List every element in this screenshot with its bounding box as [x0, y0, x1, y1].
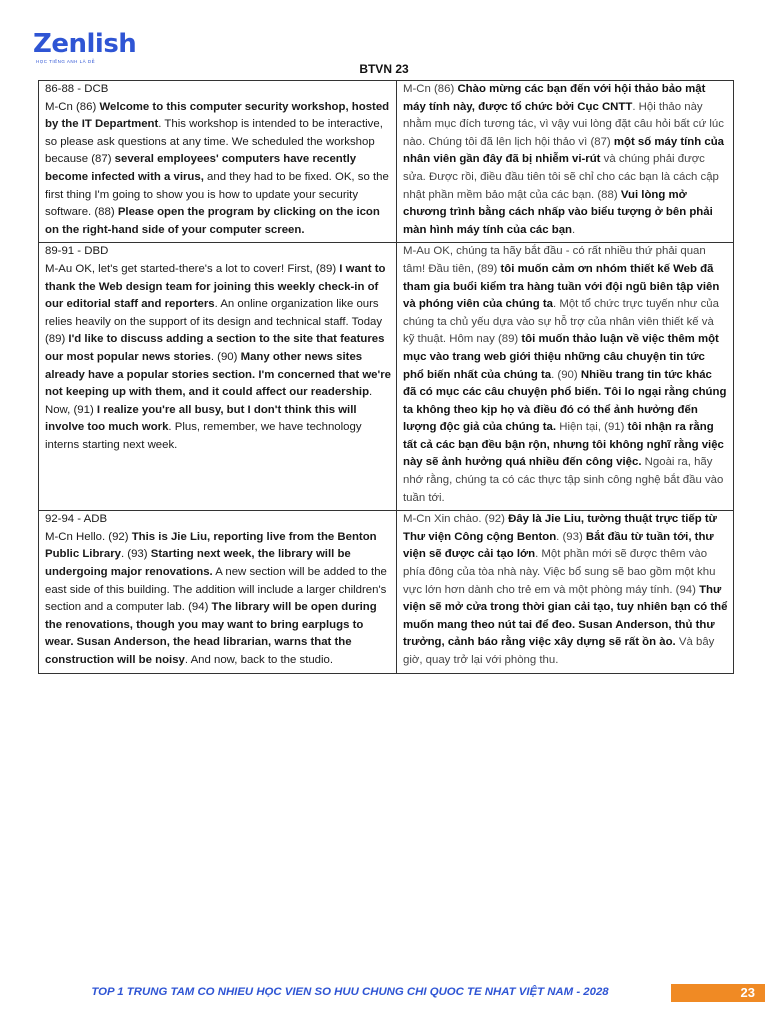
transcript-text: . — [572, 223, 576, 236]
transcript-text: . (93) — [120, 548, 151, 561]
transcript-text: Hiện tại, (91) — [556, 421, 628, 434]
answer-highlight: Welcome to this computer security workshop, hosted by the IT Department — [45, 100, 390, 131]
logo-tagline: HỌC TIẾNG ANH LÀ DỄ — [36, 59, 96, 64]
zenlish-logo — [33, 30, 136, 64]
answer-highlight: Many other news sites already have a popular stories section. I'm concerned that we're not keeping up with them, and it could affect our readership — [45, 350, 391, 399]
english-transcript-cell — [39, 243, 397, 511]
transcript-row — [39, 243, 734, 511]
transcript-row — [39, 81, 734, 243]
transcript-text: . Một tổ chức trực tuyến như của chúng ta chủ yếu dựa vào sự hỗ trợ của nhân viên thiết kế và kỹ thuật. Hôm nay (89) — [403, 298, 719, 346]
answer-highlight: Đây là Jie Liu, tường thuật trực tiếp từ Thư viện Công cộng Benton — [403, 513, 717, 543]
answer-highlight: tôi muốn thảo luận về việc thêm một mục vào trang web giới thiệu những câu chuyện tin tức phổ biến nhất của chúng ta — [403, 333, 719, 381]
answer-highlight: Please open the program by clicking on the icon on the right-hand side of your computer screen. — [45, 206, 380, 236]
answer-highlight: several employees' computers have recently become infected with a virus, — [45, 153, 357, 183]
transcript-text: và chúng phải được sửa. Được rồi, điều đầu tiên tôi sẽ chỉ cho các bạn là cách cập nhật phần mềm bảo mật của các bạn. (88) — [403, 153, 719, 201]
answer-highlight: Thư viện sẽ mở cửa trong thời gian cải tạo, tuy nhiên bạn có thể muốn mang theo nút tai để đeo. Susan Anderson, thủ thư trưởng, cảnh báo rằng việc xây dựng sẽ rất ồn ào. — [403, 583, 728, 649]
answer-highlight: tôi muốn cảm ơn nhóm thiết kế Web đã tham gia buổi kiểm tra hàng tuần với đội ngũ biên tập viên và phóng viên của chúng ta — [403, 262, 720, 311]
transcript-text: 89-91 - DBD — [45, 245, 109, 258]
transcript-text: Ngoài ra, hãy nhớ rằng, chúng ta có các thực tập sinh công nghệ bắt đầu vào tuần tới. — [403, 456, 724, 504]
footer-slogan: TOP 1 TRUNG TAM CO NHIEU HỌC VIEN SO HUU CHUNG CHI QUOC TE NHAT VIỆT NAM - 2028 — [91, 986, 609, 998]
document-title: BTVN 23 — [359, 62, 409, 76]
transcript-text: . Một phần mới sẽ được thêm vào phía đông của tòa nhà này. Việc bổ sung sẽ bao gồm một khu vực lớn hơn dành cho trẻ em và một phòng máy tính. (94) — [403, 548, 716, 596]
transcript-text: . An online organization like ours relies heavily on the support of its design and technical staff. Today (89) — [45, 298, 383, 346]
english-transcript-cell — [39, 81, 397, 243]
transcript-text: . Now, (91) — [45, 386, 373, 416]
answer-highlight: Bắt đầu từ tuần tới, thư viện sẽ được cải tạo lớn — [403, 530, 714, 561]
logo-wordmark: Zenlish — [33, 29, 137, 59]
transcript-text: M-Cn (86) — [403, 83, 458, 95]
transcript-text: M-Cn Xin chào. (92) — [403, 513, 509, 526]
answer-highlight: Nhiều trang tin tức khác đã có mục các câu chuyện phổ biến. Tôi lo ngại rằng chúng ta không theo kịp họ và điều đó có thể ảnh hưởng đến lượng độc giả của chúng ta. — [403, 368, 727, 434]
transcript-text: . (90) — [551, 368, 581, 381]
answer-highlight: Chào mừng các bạn đến với hội thảo bảo mật máy tính này, được tổ chức bởi Cục CNTT — [403, 83, 706, 113]
vietnamese-translation-cell — [397, 511, 734, 673]
transcript-text: Và bây giờ, quay trở lại với phòng thu. — [403, 636, 715, 666]
answer-highlight: I realize you're all busy, but I don't think this will involve too much work — [45, 403, 357, 434]
answer-highlight: một số máy tính của nhân viên gần đây đã bị nhiễm vi-rút — [403, 135, 725, 166]
answer-highlight: Vui lòng mở chương trình bằng cách nhấp vào biểu tượng ở bên phải màn hình máy tính của các bạn — [403, 188, 713, 236]
transcript-text: . And now, back to the studio. — [184, 654, 334, 666]
transcript-text: . This workshop is intended to be interactive, so please ask questions at any time. We scheduled the workshop because (87) — [45, 118, 383, 166]
transcript-text: . (90) — [210, 350, 241, 363]
answer-highlight: I'd like to discuss adding a section to the site that features our most popular news stories — [45, 333, 385, 363]
vietnamese-translation-cell — [397, 81, 734, 243]
transcript-text: 86-88 - DCB — [45, 83, 109, 95]
transcript-text: . Hội thảo này nhằm mục đích tương tác, vì vậy vui lòng đặt câu hỏi bất cứ lúc nào. Chúng tôi đã lên lịch hội thảo vì (87) — [403, 100, 724, 148]
page-number: 23 — [740, 985, 755, 1000]
answer-highlight: This is Jie Liu, reporting live from the Benton Public Library — [45, 530, 377, 561]
transcript-text: and they had to be fixed. OK, so the first thing I'm going to show you is how to update your security software. (88) — [45, 170, 389, 219]
transcript-row — [39, 511, 734, 673]
transcript-text: . Plus, remember, we have technology interns starting next week. — [45, 421, 362, 451]
transcript-text: M-Au OK, let's get started-there's a lot to cover! First, (89) — [45, 262, 340, 275]
transcript-text: M-Au OK, chúng ta hãy bắt đầu - có rất nhiều thứ phải quan tâm! Đầu tiên, (89) — [403, 245, 706, 275]
transcript-table — [38, 80, 734, 674]
transcript-text: . (93) — [556, 530, 586, 543]
transcript-text: 92-94 - ADB — [45, 513, 108, 526]
answer-highlight: Starting next week, the library will be undergoing major renovations. — [45, 548, 351, 579]
vietnamese-translation-cell — [397, 243, 734, 511]
english-transcript-cell — [39, 511, 397, 673]
page-number-badge — [671, 984, 765, 1002]
transcript-text: M-Cn Hello. (92) — [45, 530, 132, 543]
answer-highlight: tôi nhận ra rằng tất cả các bạn đều bận rộn, nhưng tôi không nghĩ rằng việc này sẽ ảnh hưởng quá nhiều đến công việc. — [403, 421, 724, 469]
answer-highlight: The library will be open during the renovations, though you may want to bring earplugs to wear. Susan Anderson, the head librarian, warns that the construction will be noisy — [45, 601, 377, 666]
transcript-text: A new section will be added to the east side of this building. The addition will include a larger children's section and a computer lab. (94) — [45, 566, 387, 614]
answer-highlight: I want to thank the Web design team for joining this weekly check-in of our editorial staff and reporters — [45, 262, 386, 311]
transcript-text: M-Cn (86) — [45, 100, 100, 113]
